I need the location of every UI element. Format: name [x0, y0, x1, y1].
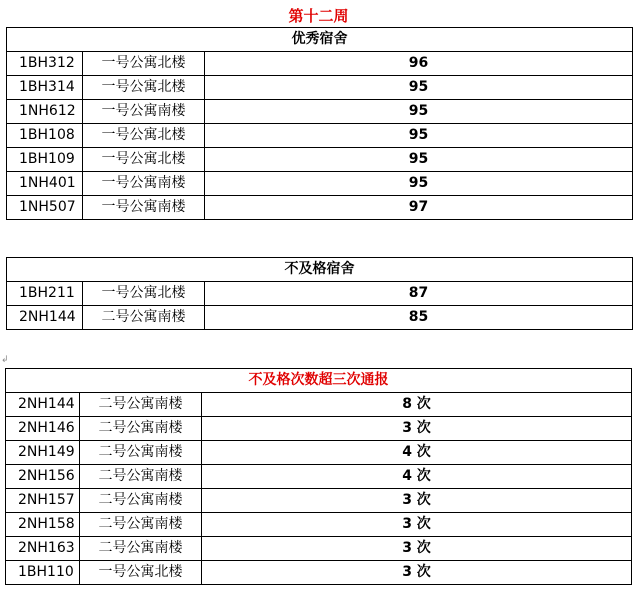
building-name: 二号公寓南楼 — [80, 537, 202, 561]
table-row — [7, 76, 633, 100]
table-row — [7, 172, 633, 196]
table-row — [6, 489, 632, 513]
dorm-id: 1NH507 — [7, 196, 83, 220]
fail-count: 4 次 — [202, 465, 632, 489]
table-row — [6, 441, 632, 465]
building-name: 一号公寓南楼 — [83, 100, 205, 124]
building-name: 一号公寓南楼 — [83, 172, 205, 196]
fail-count: 8 次 — [202, 393, 632, 417]
table-row — [6, 393, 632, 417]
dorm-id: 1NH401 — [7, 172, 83, 196]
repeat-fail-header: 不及格次数超三次通报 — [6, 369, 632, 393]
fail-count: 3 次 — [202, 417, 632, 441]
score-value: 95 — [205, 76, 633, 100]
table-row — [6, 561, 632, 585]
dorm-id: 2NH157 — [6, 489, 80, 513]
fail-count: 3 次 — [202, 513, 632, 537]
building-name: 一号公寓北楼 — [80, 561, 202, 585]
table-row — [6, 417, 632, 441]
score-value: 87 — [205, 282, 633, 306]
score-value: 95 — [205, 148, 633, 172]
dorm-id: 2NH156 — [6, 465, 80, 489]
table-row — [7, 52, 633, 76]
table-header-row — [7, 258, 633, 282]
table-row — [6, 465, 632, 489]
score-value: 85 — [205, 306, 633, 330]
score-value: 96 — [205, 52, 633, 76]
dorm-id: 2NH144 — [6, 393, 80, 417]
building-name: 一号公寓北楼 — [83, 282, 205, 306]
dorm-id: 2NH149 — [6, 441, 80, 465]
table-header-row — [6, 369, 632, 393]
excellent-dorms-table — [6, 27, 633, 220]
score-value: 95 — [205, 172, 633, 196]
fail-count: 4 次 — [202, 441, 632, 465]
failing-dorms-table — [6, 257, 633, 330]
building-name: 二号公寓南楼 — [80, 441, 202, 465]
building-name: 二号公寓南楼 — [80, 489, 202, 513]
fail-count: 3 次 — [202, 537, 632, 561]
building-name: 二号公寓南楼 — [80, 417, 202, 441]
table-row — [7, 196, 633, 220]
dorm-id: 2NH158 — [6, 513, 80, 537]
excellent-header: 优秀宿舍 — [7, 28, 633, 52]
fail-count: 3 次 — [202, 561, 632, 585]
building-name: 一号公寓北楼 — [83, 148, 205, 172]
table-row — [7, 148, 633, 172]
week-title: 第十二周 — [288, 7, 349, 25]
dorm-id: 2NH163 — [6, 537, 80, 561]
repeat-fail-table — [5, 368, 632, 585]
table-row — [6, 513, 632, 537]
building-name: 一号公寓南楼 — [83, 196, 205, 220]
table-row — [6, 537, 632, 561]
building-name: 二号公寓南楼 — [80, 393, 202, 417]
table-header-row — [7, 28, 633, 52]
dorm-id: 1BH109 — [7, 148, 83, 172]
dorm-id: 1BH211 — [7, 282, 83, 306]
building-name: 一号公寓北楼 — [83, 76, 205, 100]
dorm-id: 2NH146 — [6, 417, 80, 441]
dorm-id: 1NH612 — [7, 100, 83, 124]
building-name: 二号公寓南楼 — [80, 465, 202, 489]
failing-header: 不及格宿舍 — [7, 258, 633, 282]
dorm-id: 2NH144 — [7, 306, 83, 330]
score-value: 97 — [205, 196, 633, 220]
building-name: 二号公寓南楼 — [83, 306, 205, 330]
score-value: 95 — [205, 124, 633, 148]
score-value: 95 — [205, 100, 633, 124]
table-row — [7, 100, 633, 124]
building-name: 一号公寓北楼 — [83, 52, 205, 76]
fail-count: 3 次 — [202, 489, 632, 513]
building-name: 二号公寓南楼 — [80, 513, 202, 537]
dorm-id: 1BH110 — [6, 561, 80, 585]
table-row — [7, 124, 633, 148]
dorm-id: 1BH108 — [7, 124, 83, 148]
table-row — [7, 306, 633, 330]
cell-anchor-mark: ↲ — [1, 355, 9, 365]
building-name: 一号公寓北楼 — [83, 124, 205, 148]
dorm-id: 1BH312 — [7, 52, 83, 76]
table-row — [7, 282, 633, 306]
dorm-id: 1BH314 — [7, 76, 83, 100]
